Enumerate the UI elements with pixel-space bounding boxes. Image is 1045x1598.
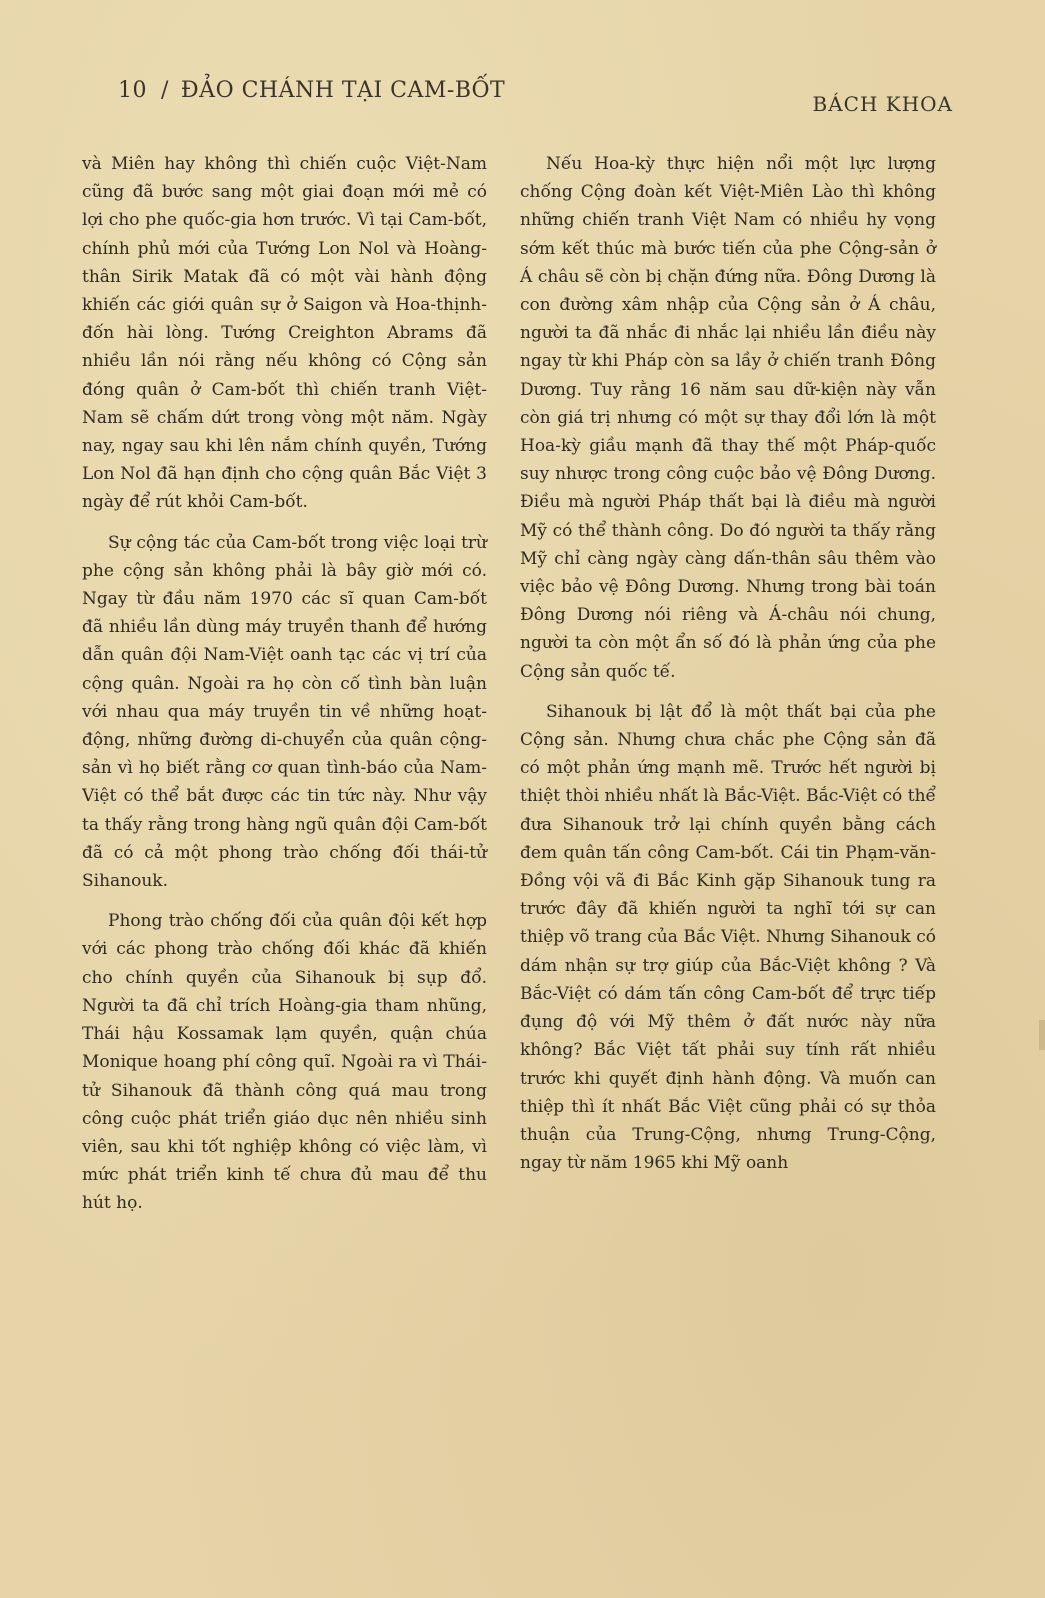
page-number: 10 bbox=[118, 78, 147, 103]
header-left bbox=[118, 78, 505, 103]
paragraph: Nếu Hoa-kỳ thực hiện nổi một lực lượng chống Cộng đoàn kết Việt-Miên Lào thì không những chiến tranh Việt Nam có nhiều hy vọng sớm kết thúc mà bước tiến của phe Cộng-sản ở Á châu sẽ còn bị chặn đứng nữa. Đông Dương là con đường xâm nhập của Cộng sản ở Á châu, người ta đã nhắc đi nhắc lại nhiều lần điều này ngay từ khi Pháp còn sa lầy ở chiến tranh Đông Dương. Tuy rằng 16 năm sau dữ-kiện này vẫn còn giá trị nhưng có một sự thay đổi lớn là một Hoa-kỳ giầu mạnh đã thay thế một Pháp-quốc suy nhược trong công cuộc bảo vệ Đông Dương. Điều mà người Pháp thất bại là điều mà người Mỹ có thể thành công. Do đó người ta thấy rằng Mỹ chỉ càng ngày càng dấn-thân sâu thêm vào việc bảo vệ Đông Dương. Nhưng trong bài toán Đông Dương nói riêng và Á-châu nói chung, người ta còn một ẩn số đó là phản ứng của phe Cộng sản quốc tế. bbox=[520, 154, 936, 682]
left-column bbox=[82, 150, 487, 1230]
running-header bbox=[118, 78, 953, 116]
publication-name: BÁCH KHOA bbox=[812, 92, 953, 116]
page-edge-mark bbox=[1039, 1020, 1045, 1050]
paragraph: Sihanouk bị lật đổ là một thất bại của phe Cộng sản. Nhưng chưa chắc phe Cộng sản đã có một phản ứng mạnh mẽ. Trước hết người bị thiệt thòi nhiều nhất là Bắc-Việt. Bắc-Việt có thể đưa Sihanouk trở lại chính quyền bằng cách đem quân tấn công Cam-bốt. Cái tin Phạm-văn-Đồng vội vã đi Bắc Kinh gặp Sihanouk tung ra trước đây đã khiến người ta nghĩ tới sự can thiệp võ trang của Bắc Việt. Nhưng Sihanouk có dám nhận sự trợ giúp của Bắc-Việt không ? Và Bắc-Việt có dám tấn công Cam-bốt để trực tiếp đụng độ với Mỹ thêm ở đất nước này nữa không? Bắc Việt tất phải suy tính rất nhiều trước khi quyết định hành động. Và muốn can thiệp thì ít nhất Bắc Việt cũng phải có sự thỏa thuận của Trung-Cộng, nhưng Trung-Cộng, ngay từ năm 1965 khi Mỹ oanh bbox=[520, 701, 936, 1174]
paragraph: và Miên hay không thì chiến cuộc Việt-Nam cũng đã bước sang một giai đoạn mới mẻ có lợi cho phe quốc-gia hơn trước. Vì tại Cam-bốt, chính phủ mới của Tướng Lon Nol và Hoàng-thân Sirik Matak đã có một vài hành động khiến các giới quân sự ở Saigon và Hoa-thịnh-đốn hài lòng. Tướng Creighton Abrams đã nhiều lần nói rằng nếu không có Cộng sản đóng quân ở Cam-bốt thì chiến tranh Việt-Nam sẽ chấm dứt trong vòng một năm. Ngày nay, ngay sau khi lên nắm chính quyền, Tướng Lon Nol đã hạn định cho cộng quân Bắc Việt 3 ngày để rút khỏi Cam-bốt. bbox=[82, 154, 487, 513]
section-title: ĐẢO CHÁNH TẠI CAM-BỐT bbox=[180, 78, 506, 103]
paragraph: Phong trào chống đối của quân đội kết hợp với các phong trào chống đối khác đã khiến cho chính quyền của Sihanouk bị sụp đổ. Người ta đã chỉ trích Hoàng-gia tham nhũng, Thái hậu Kossamak lạm quyền, quận chúa Monique hoang phí công quĩ. Ngoài ra vì Thái-tử Sihanouk đã thành công quá mau trong công cuộc phát triển giáo dục nên nhiều sinh viên, sau khi tốt nghiệp không có việc làm, vì mức phát triển kinh tế chưa đủ mau để thu hút họ. bbox=[82, 911, 487, 1214]
header-separator: / bbox=[161, 78, 169, 103]
right-column bbox=[520, 150, 936, 1189]
paragraph: Sự cộng tác của Cam-bốt trong việc loại trừ phe cộng sản không phải là bây giờ mới có. Ngay từ đầu năm 1970 các sĩ quan Cam-bốt đã nhiều lần dùng máy truyền thanh để hướng dẫn quân đội Nam-Việt oanh tạc các vị trí của cộng quân. Ngoài ra họ còn cố tình bàn luận với nhau qua máy truyền tin về những hoạt-động, những đường di-chuyển của quân cộng-sản vì họ biết rằng cơ quan tình-báo của Nam-Việt có thể bắt được các tin tức này. Như vậy ta thấy rằng trong hàng ngũ quân đội Cam-bốt đã có cả một phong trào chống đối thái-tử Sihanouk. bbox=[82, 532, 487, 892]
